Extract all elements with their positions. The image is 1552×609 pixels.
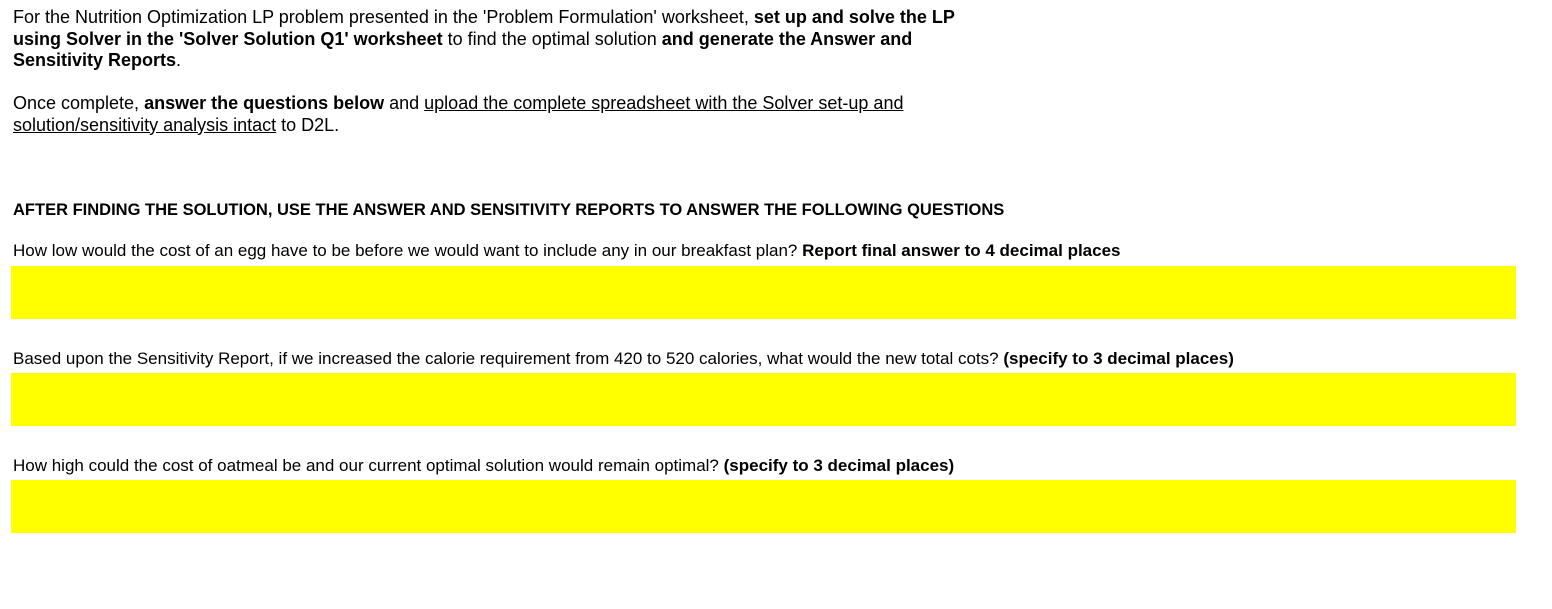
answer-cell-3[interactable]: [11, 480, 1516, 533]
instructions-text-2: and: [384, 93, 425, 113]
question-2: [13, 349, 1234, 369]
instructions-underlined: upload the complete spreadsheet with the Solver set-up and solution/sensitivity analysis intact: [13, 93, 904, 135]
question-2-text: Based upon the Sensitivity Report, if we increased the calorie requirement from 420 to 520 calories, what would the new total cots?: [13, 349, 1004, 368]
section-heading: AFTER FINDING THE SOLUTION, USE THE ANSWER AND SENSITIVITY REPORTS TO ANSWER THE FOLLOWING QUESTIONS: [13, 201, 1005, 219]
instructions-text-1: Once complete,: [13, 93, 145, 113]
question-3-text: How high could the cost of oatmeal be and our current optimal solution would remain optimal?: [13, 456, 724, 475]
question-2-emphasis: (specify to 3 decimal places): [1003, 349, 1234, 368]
answer-cell-2[interactable]: [11, 373, 1516, 426]
question-3-emphasis: (specify to 3 decimal places): [723, 456, 955, 475]
instructions-paragraph: [13, 93, 1003, 136]
answer-cell-1[interactable]: [11, 266, 1516, 319]
question-1-emphasis: Report final answer to 4 decimal places: [802, 241, 1121, 260]
intro-text-1: For the Nutrition Optimization LP problem presented in the 'Problem Formulation' worksheet,: [13, 7, 754, 27]
question-1-text: How low would the cost of an egg have to be before we would want to include any in our breakfast plan?: [13, 241, 803, 260]
intro-paragraph: [13, 7, 1003, 72]
instructions-bold-1: answer the questions below: [144, 93, 385, 113]
intro-bold-2: and generate the Answer and Sensitivity Reports: [13, 28, 913, 70]
question-3: [13, 456, 954, 476]
question-1: [13, 241, 1121, 261]
intro-text-2: to find the optimal solution: [442, 28, 662, 49]
intro-bold-1: set up and solve the LP using Solver in the 'Solver Solution Q1' worksheet: [13, 7, 955, 49]
instructions-text-3: to D2L.: [276, 114, 340, 135]
intro-text-3: .: [176, 50, 182, 70]
